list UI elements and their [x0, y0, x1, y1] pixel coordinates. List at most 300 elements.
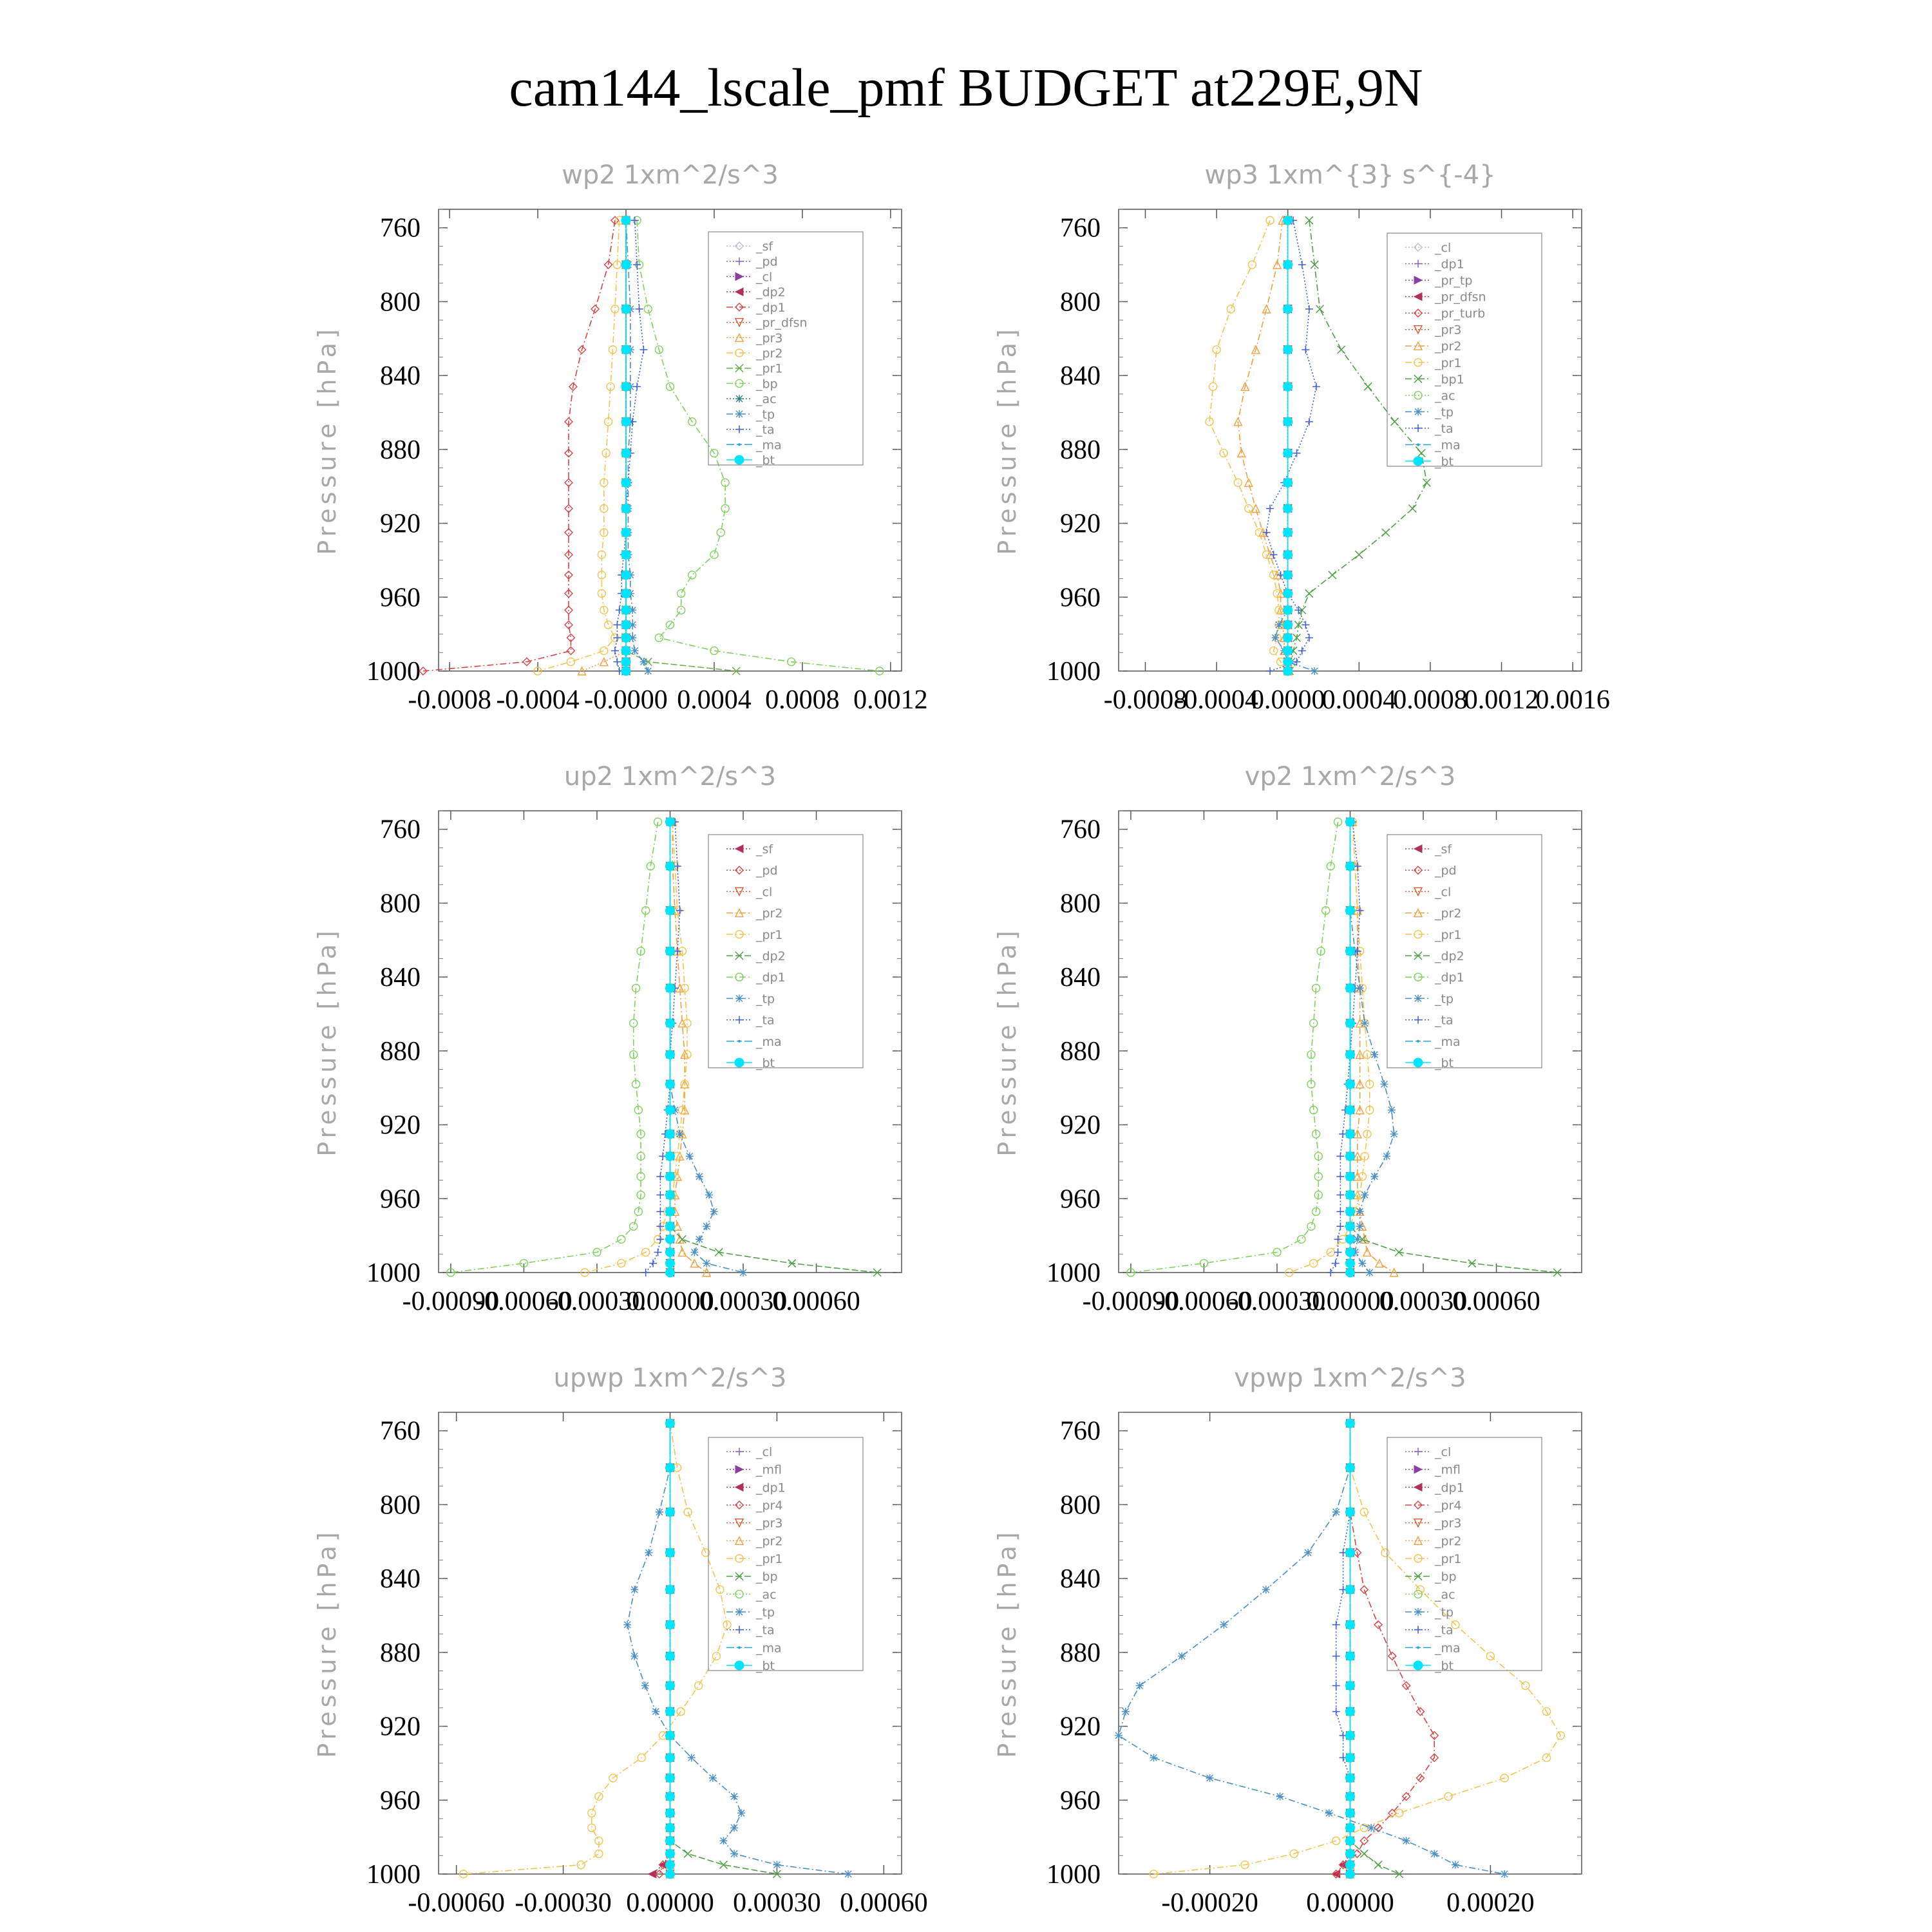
data-point: [1136, 1681, 1144, 1689]
data-point: [1346, 1130, 1355, 1139]
y-tick-label: 960: [380, 1184, 421, 1215]
data-point: [622, 450, 630, 457]
series-pr2: [668, 818, 710, 1276]
legend-marker: [1414, 326, 1422, 334]
legend-marker: [735, 426, 743, 433]
data-point: [667, 1754, 674, 1761]
data-point: [1263, 551, 1271, 558]
data-point: [622, 571, 630, 579]
data-point: [1284, 418, 1292, 426]
data-point: [667, 1732, 674, 1739]
series-line: [1289, 220, 1426, 671]
data-point: [1347, 1419, 1354, 1427]
data-point: [1284, 478, 1292, 486]
data-point: [622, 261, 630, 269]
data-point: [1266, 216, 1274, 224]
data-point: [667, 1621, 674, 1629]
data-point: [621, 667, 630, 676]
data-point: [674, 1152, 681, 1160]
data-point: [1284, 261, 1292, 269]
data-point: [1339, 1130, 1347, 1138]
data-point: [637, 947, 645, 955]
data-point: [1341, 1106, 1349, 1114]
data-point: [588, 1809, 596, 1817]
legend-entry: _pr2: [1435, 906, 1462, 921]
data-point: [667, 862, 674, 870]
data-point: [1347, 1508, 1354, 1516]
series-line: [1153, 1423, 1560, 1874]
data-point: [1356, 1191, 1364, 1199]
legend-entry: _tp: [1435, 992, 1454, 1007]
data-point: [1284, 418, 1292, 426]
legend-box: [1387, 233, 1542, 466]
data-point: [1347, 1464, 1354, 1472]
data-point: [1543, 1754, 1551, 1761]
data-point: [1284, 216, 1292, 224]
data-point: [1347, 1549, 1354, 1557]
data-point: [1390, 1269, 1398, 1276]
data-point: [667, 1549, 674, 1557]
data-point: [1289, 216, 1297, 224]
series-line: [659, 1423, 670, 1874]
data-point: [1284, 634, 1292, 641]
data-point: [1347, 1793, 1354, 1801]
legend-marker: [1414, 973, 1422, 981]
data-point: [622, 551, 630, 558]
data-point: [1347, 1260, 1354, 1267]
data-point: [1314, 1191, 1322, 1199]
data-point: [667, 1870, 674, 1878]
data-point: [667, 1708, 674, 1716]
data-point: [621, 305, 630, 314]
data-point: [1287, 592, 1289, 595]
data-point: [1522, 1681, 1530, 1689]
legend-entry: _tp: [1435, 1605, 1454, 1620]
series-pr2: [1234, 216, 1291, 675]
x-tick-label: 0.00030: [1379, 1287, 1468, 1316]
data-point: [1354, 1130, 1361, 1138]
data-point: [600, 606, 608, 614]
data-point: [667, 984, 674, 992]
data-point: [633, 261, 641, 269]
data-point: [1284, 529, 1292, 536]
data-point: [1327, 1248, 1334, 1256]
series-line: [1238, 220, 1287, 671]
data-point: [1347, 1732, 1354, 1739]
series-line: [1131, 822, 1338, 1273]
data-point: [1277, 590, 1285, 598]
data-point: [703, 1269, 710, 1276]
data-point: [667, 1464, 674, 1472]
series-pr3: [578, 216, 630, 675]
data-point: [667, 1080, 674, 1088]
data-point: [667, 1222, 674, 1230]
data-point: [630, 1653, 638, 1660]
data-point: [1206, 418, 1213, 426]
data-point: [622, 505, 630, 513]
data-point: [622, 216, 630, 224]
data-point: [1276, 1793, 1284, 1801]
y-tick-label: 960: [1060, 583, 1101, 613]
data-point: [1358, 1222, 1366, 1230]
legend-marker: [1414, 309, 1422, 317]
data-point: [622, 571, 630, 579]
data-point: [1327, 862, 1334, 870]
legend-marker: [1414, 392, 1422, 399]
y-tick-label: 840: [380, 1564, 421, 1595]
data-point: [1361, 1019, 1368, 1027]
data-point: [1347, 1621, 1354, 1629]
legend-marker: [735, 887, 743, 895]
series-sf: [1347, 818, 1354, 1276]
y-tick-label: 880: [1060, 1638, 1101, 1668]
data-point: [1347, 1774, 1354, 1782]
data-point: [622, 647, 630, 654]
data-point: [1311, 667, 1318, 675]
data-point: [683, 1019, 691, 1027]
data-point: [567, 647, 574, 654]
data-point: [1347, 1508, 1354, 1516]
data-point: [1347, 1681, 1354, 1689]
data-point: [1284, 667, 1292, 675]
legend-marker: [1414, 931, 1422, 938]
data-point: [1346, 1079, 1355, 1088]
data-point: [667, 1708, 674, 1716]
data-point: [1349, 1777, 1352, 1779]
series-cl: [667, 818, 674, 1276]
data-point: [622, 478, 630, 486]
data-point: [1361, 1152, 1368, 1160]
data-point: [622, 647, 630, 654]
data-point: [1284, 418, 1292, 426]
data-point: [627, 590, 634, 598]
x-tick-label: -0.00030: [1228, 1287, 1326, 1316]
legend-entry: _pr1: [756, 361, 783, 376]
data-point: [674, 947, 681, 955]
data-point: [667, 1708, 674, 1716]
data-point: [1347, 1824, 1354, 1832]
legend-marker: [1414, 1626, 1422, 1634]
data-point: [1284, 346, 1292, 354]
legend-entry: _pr_turb: [1435, 307, 1486, 321]
data-point: [622, 606, 630, 614]
data-point: [1349, 909, 1352, 912]
data-point: [669, 1422, 672, 1425]
series-line: [652, 1423, 670, 1874]
data-point: [1284, 621, 1292, 629]
data-point: [1347, 1508, 1354, 1516]
data-point: [1284, 450, 1292, 457]
data-point: [1501, 1870, 1508, 1878]
data-point: [1347, 1508, 1354, 1516]
data-point: [565, 606, 573, 614]
data-point: [667, 1464, 674, 1472]
data-point: [1310, 1106, 1318, 1114]
data-point: [654, 1248, 662, 1256]
legend-marker: [1414, 1555, 1422, 1562]
data-point: [622, 658, 630, 666]
data-point: [625, 421, 627, 423]
data-point: [1347, 862, 1354, 870]
data-point: [621, 260, 630, 269]
data-point: [1403, 1837, 1410, 1844]
legend-entry: _ac: [756, 1587, 777, 1602]
data-point: [1347, 1809, 1354, 1817]
legend-marker: [1417, 1646, 1419, 1649]
data-point: [611, 216, 619, 224]
legend-entry: _pr1: [1435, 927, 1462, 942]
data-point: [667, 1051, 674, 1059]
data-point: [622, 346, 630, 354]
data-point: [1287, 385, 1289, 388]
data-point: [1284, 647, 1292, 654]
data-point: [1403, 1793, 1410, 1801]
data-point: [1349, 1710, 1352, 1713]
data-point: [1241, 1861, 1249, 1869]
data-point: [667, 1019, 674, 1027]
data-point: [1284, 667, 1292, 675]
data-point: [667, 1809, 674, 1817]
data-point: [630, 1222, 638, 1230]
data-point: [1347, 1260, 1354, 1267]
data-point: [1284, 551, 1292, 558]
data-point: [666, 1019, 675, 1028]
data-point: [667, 1681, 674, 1689]
series-pr2: [667, 1419, 674, 1878]
data-point: [667, 1464, 674, 1472]
y-tick-label: 960: [380, 1786, 421, 1816]
x-tick-label: -0.00030: [548, 1287, 646, 1316]
series-tp: [1347, 818, 1398, 1276]
data-point: [1287, 481, 1289, 484]
legend-entry: _pr2: [1435, 339, 1462, 354]
data-point: [1284, 418, 1292, 426]
data-point: [1347, 1549, 1354, 1557]
data-point: [1349, 1873, 1352, 1875]
data-point: [1298, 1235, 1305, 1243]
y-tick-label: 840: [1060, 963, 1101, 993]
data-point: [721, 478, 729, 486]
data-point: [671, 984, 679, 992]
data-point: [624, 450, 632, 457]
data-point: [622, 590, 630, 598]
data-point: [669, 1194, 672, 1197]
legend-entry: _pr2: [756, 1534, 783, 1549]
data-point: [622, 621, 630, 629]
series-pr3: [1284, 216, 1292, 675]
legend-marker: [735, 1483, 743, 1491]
y-tick-label: 920: [380, 509, 421, 539]
data-point: [1347, 1269, 1354, 1276]
legend-marker: [1414, 1058, 1423, 1067]
data-point: [1284, 383, 1292, 390]
data-point: [1284, 571, 1292, 579]
data-point: [1284, 590, 1292, 598]
data-point: [667, 907, 674, 914]
legend-entry: _dp1: [756, 971, 786, 985]
series-line: [626, 220, 648, 671]
data-point: [1336, 1152, 1344, 1160]
x-tick-label: 0.00000: [626, 1287, 714, 1316]
data-point: [1347, 862, 1354, 870]
data-point: [667, 1653, 674, 1660]
data-point: [1340, 1586, 1347, 1593]
data-point: [667, 1508, 674, 1516]
data-point: [623, 1621, 631, 1629]
data-point: [674, 947, 681, 955]
y-tick-label: 920: [380, 1712, 421, 1742]
series-pr4: [1332, 1419, 1439, 1878]
data-point: [1347, 1208, 1354, 1215]
data-point: [1284, 590, 1292, 598]
data-point: [622, 551, 630, 558]
legend-marker: [1414, 952, 1422, 960]
y-tick-label: 800: [380, 889, 421, 919]
data-point: [667, 1653, 674, 1660]
data-point: [666, 1222, 675, 1231]
data-point: [667, 1653, 674, 1660]
data-point: [667, 1681, 674, 1689]
legend-entry: _pr_tp: [1435, 274, 1473, 289]
data-point: [730, 1793, 738, 1801]
legend-entry: _tp: [756, 407, 775, 422]
series-pr1: [1206, 216, 1292, 675]
data-point: [621, 216, 630, 225]
data-point: [667, 1508, 674, 1516]
data-point: [1347, 907, 1354, 914]
data-point: [1347, 1621, 1354, 1629]
data-point: [1346, 983, 1355, 992]
data-point: [1349, 1022, 1352, 1025]
data-point: [1347, 1850, 1354, 1857]
legend-entry: _pr1: [756, 927, 783, 942]
data-point: [678, 1235, 686, 1243]
data-point: [667, 1549, 674, 1557]
legend-marker: [1414, 1501, 1422, 1509]
data-point: [1381, 1549, 1389, 1557]
data-point: [1370, 1051, 1378, 1059]
data-point: [669, 1466, 672, 1469]
data-point: [667, 1793, 674, 1801]
data-point: [1347, 1754, 1354, 1761]
legend-entry: _tp: [1435, 405, 1454, 420]
legend-marker: [1414, 1573, 1422, 1580]
data-point: [1361, 1235, 1368, 1243]
data-point: [642, 907, 650, 914]
data-point: [667, 1708, 674, 1716]
data-point: [622, 529, 630, 536]
series-line: [1350, 822, 1558, 1273]
data-point: [1284, 571, 1292, 579]
data-point: [1349, 1795, 1352, 1798]
data-point: [667, 1793, 674, 1801]
data-point: [1347, 1708, 1354, 1716]
data-point: [622, 305, 630, 313]
data-point: [1347, 947, 1354, 955]
data-point: [578, 667, 586, 675]
data-point: [667, 1653, 674, 1660]
data-point: [690, 1248, 698, 1256]
data-point: [1347, 1837, 1354, 1844]
data-point: [1347, 1051, 1354, 1059]
data-point: [667, 862, 674, 870]
data-point: [1349, 1852, 1352, 1855]
data-point: [1391, 418, 1399, 426]
data-point: [622, 621, 630, 629]
data-point: [622, 261, 630, 269]
data-point: [667, 1861, 674, 1869]
y-tick-label: 840: [1060, 361, 1101, 392]
data-point: [1284, 634, 1292, 641]
data-point: [667, 818, 674, 826]
data-point: [666, 1870, 675, 1879]
data-point: [717, 529, 724, 536]
data-point: [621, 382, 630, 391]
data-point: [1452, 1621, 1459, 1629]
series-line: [1336, 1423, 1435, 1874]
data-point: [667, 1732, 674, 1739]
data-point: [1374, 1861, 1382, 1869]
data-point: [667, 1653, 674, 1660]
data-point: [656, 1191, 664, 1199]
data-point: [625, 670, 627, 672]
data-point: [1347, 1793, 1354, 1801]
data-point: [1347, 1235, 1354, 1243]
data-point: [624, 478, 632, 486]
data-point: [1346, 1792, 1355, 1801]
data-point: [1356, 907, 1364, 914]
legend-entry: _mfl: [1435, 1463, 1461, 1477]
data-point: [1283, 504, 1293, 513]
data-point: [1283, 305, 1293, 314]
data-point: [667, 1870, 674, 1878]
data-point: [1262, 1586, 1270, 1593]
data-point: [1280, 634, 1288, 641]
data-point: [667, 1191, 674, 1199]
data-point: [625, 574, 627, 576]
data-point: [1280, 647, 1288, 654]
data-point: [667, 1754, 674, 1761]
data-point: [667, 1586, 674, 1593]
data-point: [1347, 1754, 1354, 1761]
data-point: [667, 1837, 674, 1844]
y-tick-label: 760: [1060, 213, 1101, 243]
panel-title: wp2 1xm^2/s^3: [562, 160, 779, 190]
data-point: [730, 1824, 738, 1832]
data-point: [1284, 450, 1292, 457]
data-point: [667, 1152, 674, 1160]
data-point: [622, 621, 630, 629]
data-point: [669, 820, 672, 823]
data-point: [667, 1732, 674, 1739]
series-line: [615, 220, 644, 671]
data-point: [622, 383, 630, 390]
legend-marker: [1414, 1661, 1423, 1670]
data-point: [656, 1508, 663, 1516]
data-point: [667, 1080, 674, 1088]
data-point: [1347, 1708, 1354, 1716]
data-point: [667, 1809, 674, 1817]
data-point: [622, 634, 630, 641]
series-line: [672, 822, 706, 1273]
data-point: [622, 634, 630, 641]
data-point: [667, 1824, 674, 1832]
data-point: [1284, 590, 1292, 598]
data-point: [1220, 1621, 1227, 1629]
data-point: [622, 346, 630, 354]
data-point: [1356, 947, 1364, 955]
data-point: [1347, 1708, 1354, 1716]
